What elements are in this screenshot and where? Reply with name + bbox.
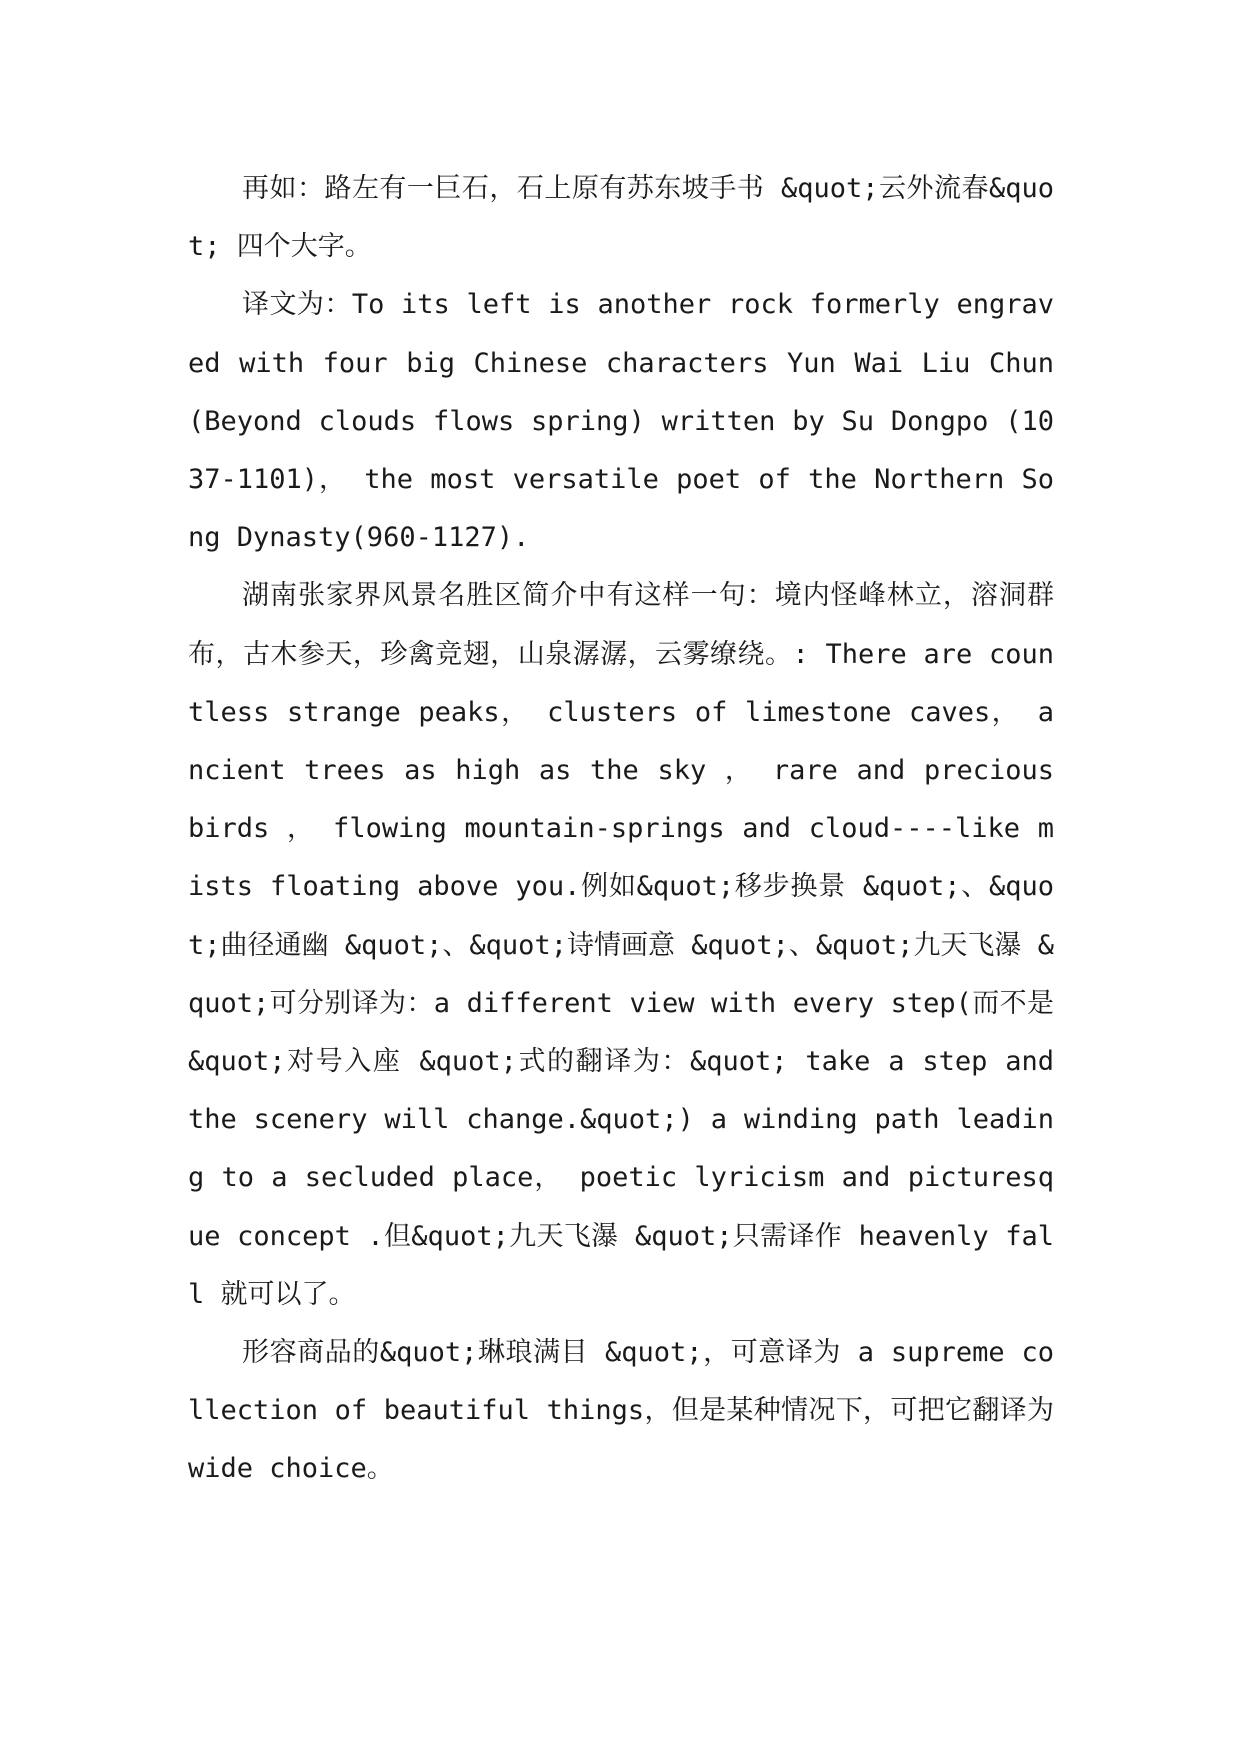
paragraph-example-inscription: 再如：路左有一巨石，石上原有苏东坡手书 &quot;云外流春&quot; 四个大字。	[188, 173, 1054, 263]
paragraph-zhangjiajie: 湖南张家界风景名胜区简介中有这样一句：境内怪峰林立，溶洞群布，古木参天，珍禽竞翅，山泉潺潺，云雾缭绕。: There are countless strange peaks， clusters of limestone caves， ancient trees as high as the sky ， rare and precious birds ， flowing mountain-springs and cloud----like mists floating above you.例如&quot;移步换景 &quot;、&quot;曲径通幽 &quot;、&quot;诗情画意 &quot;、&quot;九天飞瀑 &quot;可分别译为：a different view with every step(而不是&quot;对号入座 &quot;式的翻译为：&quot; take a step and the scenery will change.&quot;) a winding path leading to a secluded place， poetic lyricism and picturesque concept .但&quot;九天飞瀑 &quot;只需译作 heavenly fall 就可以了。	[188, 580, 1054, 1310]
paragraph-goods-description: 形容商品的&quot;琳琅满目 &quot;，可意译为 a supreme collection of beautiful things，但是某种情况下，可把它翻译为 wide choice。	[188, 1337, 1054, 1485]
paragraph-translation: 译文为：To its left is another rock formerly engraved with four big Chinese characters Yun Wai Liu Chun(Beyond clouds flows spring) written by Su Dongpo (1037-1101)， the most versatile poet of the Northern Song Dynasty(960-1127).	[188, 289, 1054, 554]
document-body	[188, 160, 1054, 1499]
